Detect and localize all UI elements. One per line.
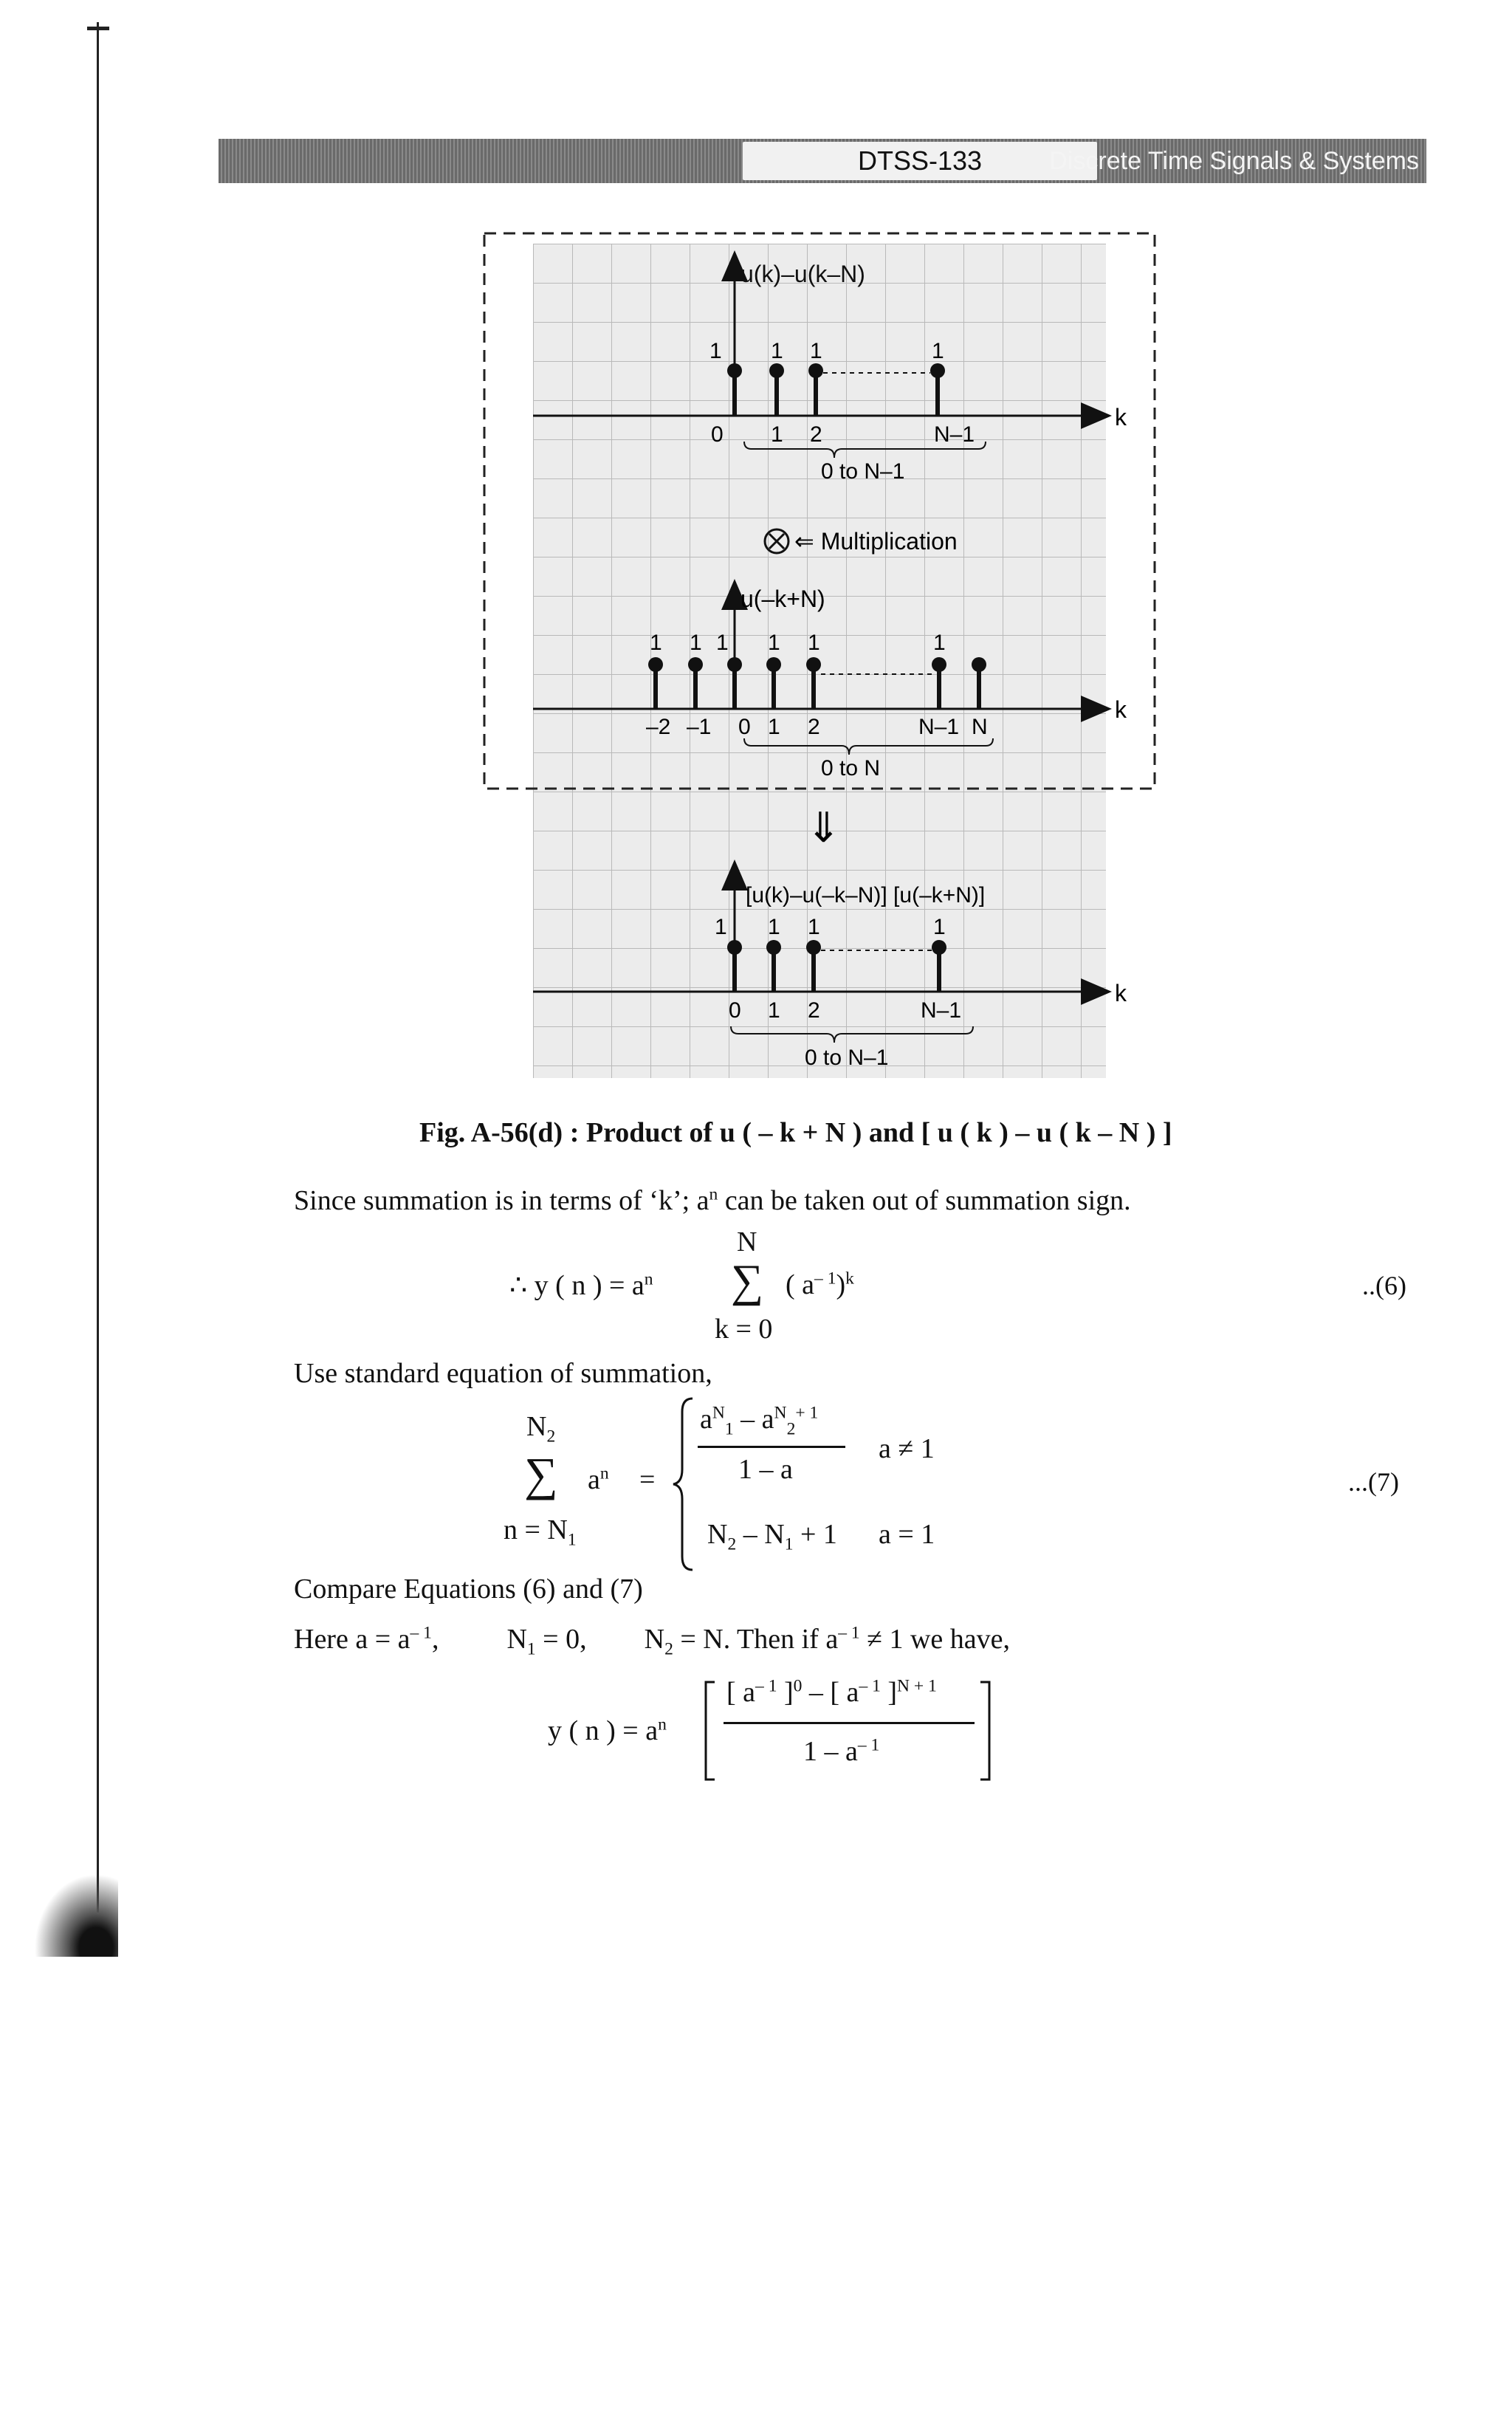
graph1-stem-dot bbox=[769, 363, 784, 378]
graph2-range: 0 to N bbox=[821, 756, 881, 780]
graph3-value: 1 bbox=[808, 915, 820, 939]
graph2-stem-dot bbox=[806, 657, 821, 672]
eq7-upper-limit: $N_2$ bbox=[526, 1411, 556, 1447]
eq6-upper-limit: N bbox=[737, 1226, 757, 1257]
result-arrow-icon: ⇓ bbox=[806, 804, 841, 852]
graph1-tick: 1 bbox=[771, 422, 783, 447]
graph3-tick: N–1 bbox=[921, 998, 962, 1023]
graph2-tick: –2 bbox=[646, 715, 671, 739]
eq7-case1-denominator: 1 – a bbox=[738, 1454, 793, 1485]
graph2-stem-dot bbox=[766, 657, 781, 672]
graph3-stem-dot bbox=[766, 940, 781, 955]
eq7-fraction-bar bbox=[698, 1446, 845, 1448]
graph2-tick: –1 bbox=[687, 715, 712, 739]
graph2-value: 1 bbox=[690, 631, 702, 655]
eq7-case2-condition: a = 1 bbox=[879, 1519, 935, 1550]
graph2-value: 1 bbox=[768, 631, 780, 655]
graph1-stem-dot bbox=[930, 363, 945, 378]
graph2-tick: 1 bbox=[768, 715, 780, 739]
eq8-denominator: $1 - a^{- 1}$ bbox=[803, 1735, 880, 1767]
body-line-1: Since summation is in terms of ‘k’; $a^n$ can be taken out of summation sign. bbox=[294, 1184, 1131, 1216]
graph3-stem-dot bbox=[932, 940, 946, 955]
graph2-tick: 0 bbox=[738, 715, 751, 739]
eq7-an: $a^n$ bbox=[588, 1463, 609, 1495]
eq7-brace bbox=[670, 1396, 700, 1573]
multiplication-text: ⇐ Multiplication bbox=[794, 528, 958, 555]
header-page-code: DTSS-133 bbox=[743, 142, 1097, 180]
graph1-tick: N–1 bbox=[934, 422, 975, 447]
graph3-tick: 1 bbox=[768, 998, 780, 1023]
graph2-axis-label: k bbox=[1115, 696, 1127, 723]
graph1-range: 0 to N–1 bbox=[821, 459, 905, 484]
eq8-lhs: y ( n ) = $a^n$ bbox=[548, 1715, 667, 1746]
graph1-axis-label: k bbox=[1115, 404, 1127, 430]
eq7-case1-condition: a ≠ 1 bbox=[879, 1433, 935, 1464]
graph1-value: 1 bbox=[932, 339, 944, 363]
graph1-value: 1 bbox=[810, 339, 822, 363]
graph1-value: 1 bbox=[771, 339, 783, 363]
eq8-fraction-bar bbox=[724, 1722, 975, 1724]
eq7-case1-numerator: $a^N_1 - a^N_2^{+ 1}$ bbox=[700, 1403, 819, 1439]
eq6-lhs: ∴ y ( n ) = $a^n$ bbox=[509, 1269, 653, 1301]
body-line-3: Compare Equations (6) and (7) bbox=[294, 1574, 643, 1605]
graph2-tick: N bbox=[972, 715, 988, 739]
eq7-case2: $N_2 - N_1 + 1$ bbox=[707, 1519, 837, 1554]
eq6-sigma: ∑ bbox=[731, 1256, 764, 1306]
graph2-stem-dot bbox=[688, 657, 703, 672]
graph3-value: 1 bbox=[933, 915, 946, 939]
graph1-value: 1 bbox=[709, 339, 722, 363]
graph2-stem-dot bbox=[932, 657, 946, 672]
graph3-axis-label: k bbox=[1115, 980, 1127, 1006]
graph2-value: 1 bbox=[716, 631, 729, 655]
figure-caption: Fig. A-56(d) : Product of u ( – k + N ) and [ u ( k ) – u ( k – N ) ] bbox=[419, 1117, 1172, 1148]
graph3-value: 1 bbox=[768, 915, 780, 939]
graph2-title: u(–k+N) bbox=[740, 586, 825, 612]
eq7-number: ...(7) bbox=[1348, 1467, 1399, 1497]
graph1-tick: 0 bbox=[711, 422, 724, 447]
graph2-value: 1 bbox=[650, 631, 662, 655]
eq8-numerator: [ $a^{- 1}$ ]$^0$ – [ $a^{- 1}$ ]$^{N + 1}$ bbox=[726, 1676, 937, 1708]
graph3-value: 1 bbox=[715, 915, 727, 939]
eq7-equals: = bbox=[639, 1464, 656, 1495]
body-line-4: Here $a = a^{- 1}$, $N_1 = 0$, $N_2 = N$. Then if $a^{- 1} \ne 1$ we have, bbox=[294, 1623, 1011, 1659]
eq6-number: ..(6) bbox=[1362, 1271, 1406, 1300]
body-line-2: Use standard equation of summation, bbox=[294, 1358, 712, 1389]
graph2-stem-dot bbox=[648, 657, 663, 672]
eq7-lower-limit: $n = N_1$ bbox=[504, 1514, 577, 1550]
graph2-tick: 2 bbox=[808, 715, 820, 739]
graph2-value: 1 bbox=[808, 631, 820, 655]
graph2-value: 1 bbox=[933, 631, 946, 655]
eq6-lower-limit: k = 0 bbox=[715, 1314, 773, 1345]
multiplication-label bbox=[765, 528, 958, 555]
graph3-tick: 2 bbox=[808, 998, 820, 1023]
graph1-tick: 2 bbox=[810, 422, 822, 447]
graph2-stem-dot bbox=[727, 657, 742, 672]
graph2-tick: N–1 bbox=[918, 715, 960, 739]
graph1-stem-dot bbox=[808, 363, 823, 378]
scan-smudge bbox=[30, 1868, 118, 1957]
graph2-stem-dot bbox=[972, 657, 986, 672]
graph1-stem-dot bbox=[727, 363, 742, 378]
eq7-sigma: ∑ bbox=[524, 1448, 558, 1500]
graph1-title: u(k)–u(k–N) bbox=[740, 261, 865, 287]
eq6-term: ( $a^{- 1})^k$ bbox=[786, 1269, 854, 1300]
graph3-tick: 0 bbox=[729, 998, 741, 1023]
header-subject: Discrete Time Signals & Systems bbox=[1049, 146, 1419, 175]
figure-stem-plots bbox=[0, 0, 1512, 1108]
graph3-range: 0 to N–1 bbox=[805, 1046, 889, 1070]
graph3-title: [u(k)–u(–k–N)] [u(–k+N)] bbox=[746, 883, 986, 907]
graph3-stem-dot bbox=[806, 940, 821, 955]
graph3-stem-dot bbox=[727, 940, 742, 955]
